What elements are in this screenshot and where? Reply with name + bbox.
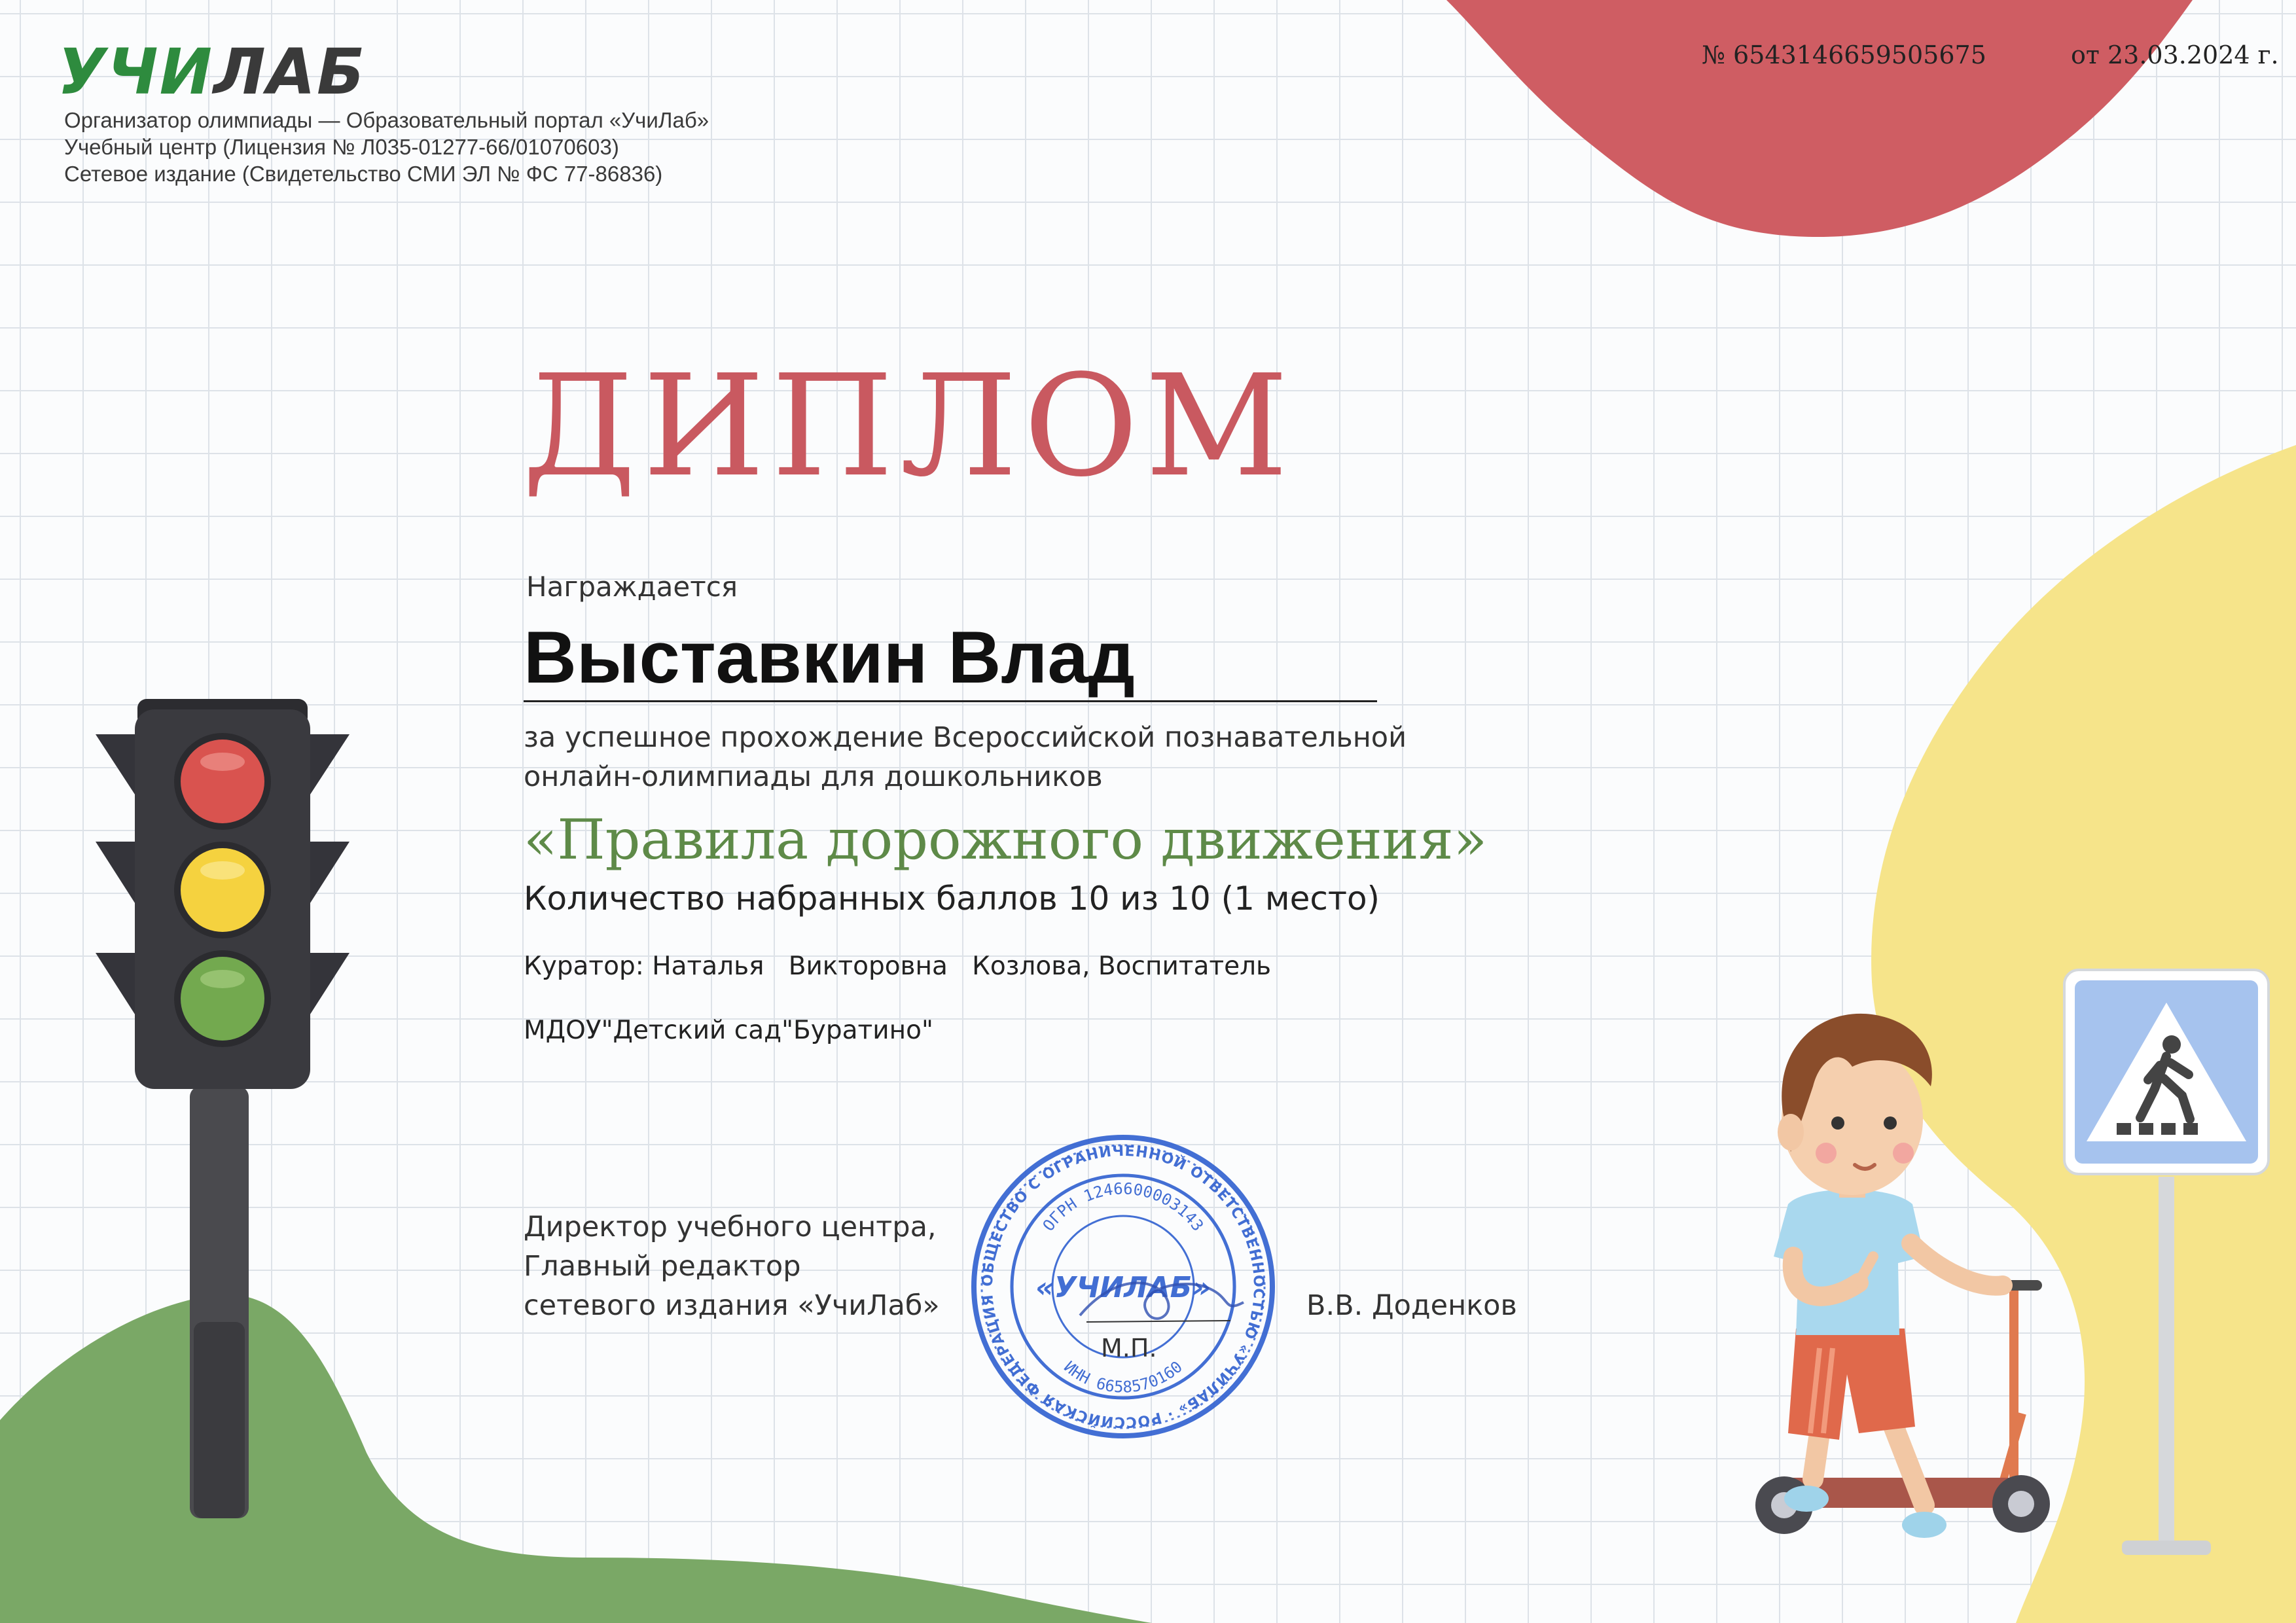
diploma-date: от 23.03.2024 г. xyxy=(2071,41,2279,69)
stamp-center-text: «УЧИЛАБ» xyxy=(1035,1271,1211,1304)
recipient-name: Выставкин Влад xyxy=(524,616,1135,698)
signature-title-line-1: Директор учебного центра, xyxy=(524,1211,937,1243)
license-line: Учебный центр (Лицензия № Л035-01277-66/01070603) xyxy=(64,135,619,159)
institution-line: МДОУ"Детский сад"Буратино" xyxy=(524,1016,933,1045)
crosswalk-sign-illustration xyxy=(2062,967,2271,1569)
curator-line: Куратор: Наталья Викторовна Козлова, Воспитатель xyxy=(524,952,1272,981)
seal-mark-label: М.П. xyxy=(1101,1334,1157,1363)
stamp-ogrn: ОГРН 1246600003143 xyxy=(1039,1179,1208,1235)
director-signature-mark xyxy=(1073,1250,1257,1342)
logo-part2: ЛАБ xyxy=(213,35,367,109)
diploma-title: ДИПЛОМ xyxy=(522,345,1295,508)
stamp-outer-text: ОБЩЕСТВО С ОГРАНИЧЕННОЙ ОТВЕТСТВЕННОСТЬЮ «УЧИЛАБ» · РОССИЙСКАЯ ФЕДЕРАЦИЯ г. ЕКАТЕРИНБУРГ · xyxy=(960,1117,1267,1431)
media-certificate-line: Сетевое издание (Свидетельство СМИ ЭЛ № ФС 77-86836) xyxy=(64,162,663,186)
score-line: Количество набранных баллов 10 из 10 (1 место) xyxy=(524,880,1380,918)
awarded-label: Награждается xyxy=(526,571,738,603)
diploma-number: № 6543146659505675 xyxy=(1702,41,1986,69)
boy-on-scooter-illustration xyxy=(1728,982,2068,1571)
description-line-2: онлайн-олимпиады для дошкольников xyxy=(524,760,1103,793)
traffic-light-illustration xyxy=(92,694,353,1525)
recipient-underline xyxy=(524,700,1377,702)
svg-text:ОГРН 1246600003143 xyxy=(1039,1179,1208,1234)
logo-part1: УЧИ xyxy=(58,35,213,109)
director-name: В.В. Доденков xyxy=(1306,1289,1517,1322)
signature-title-line-3: сетевого издания «УчиЛаб» xyxy=(524,1289,940,1322)
organizer-line: Организатор олимпиады — Образовательный портал «УчиЛаб» xyxy=(64,108,709,132)
signature-title-line-2: Главный редактор xyxy=(524,1250,801,1283)
red-blob-decoration xyxy=(1407,0,2206,249)
stamp-inn: ИНН 6658570160 xyxy=(1060,1357,1186,1397)
description-line-1: за успешное прохождение Всероссийской познавательной xyxy=(524,721,1407,754)
uchilab-logo xyxy=(58,35,367,109)
olympiad-name: «Правила дорожного движения» xyxy=(524,808,1488,872)
